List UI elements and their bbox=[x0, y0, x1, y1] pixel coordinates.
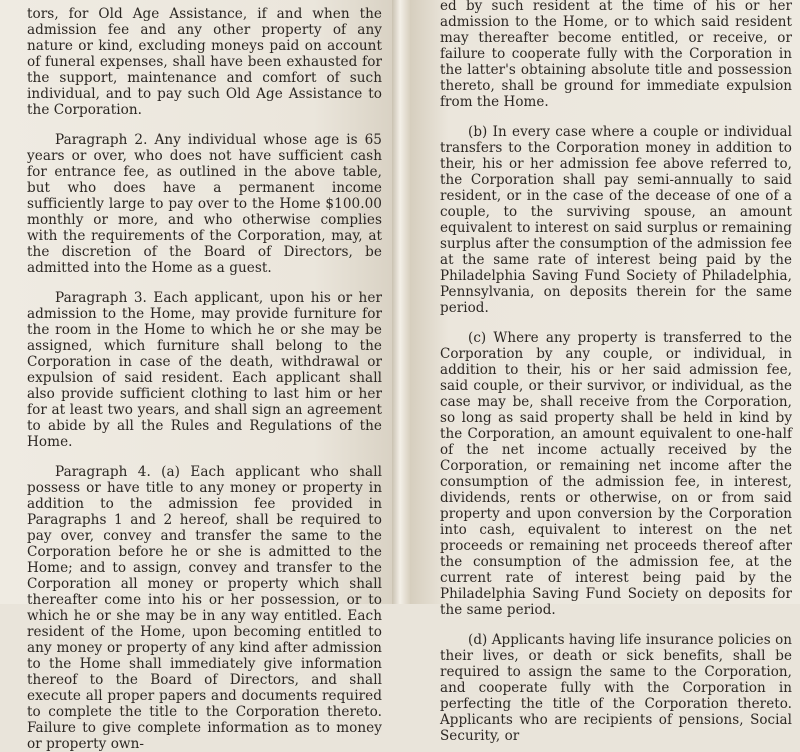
left-page bbox=[0, 0, 392, 752]
paragraph-4b: (b) In every case where a couple or individual transfers to the Corporation money in addition to their, his or her admission fee above referred to, the Corporation shall pay semi-annually to said resident, or in the case of the decease of one of a couple, to the surviving spouse, an amount equivalent to interest on said surplus or remaining surplus after the consumption of the admission fee at the same rate of interest being paid by the Philadelphia Saving Fund Society of Philadelphia, Pennsylvania, on deposits therein for the same period. bbox=[440, 124, 792, 316]
paragraph-4c: (c) Where any property is transferred to the Corporation by any couple, or individual, in addition to their, his or her said admission fee, said couple, or their survivor, or individual, as the case may be, shall receive from the Corporation, so long as said property shall be held in kind by the Corporation, an amount equivalent to one-half of the net income actually received by the Corporation, or remaining net income after the consumption of the admission fee, in interest, dividends, rents or otherwise, on or from said property and upon conversion by the Corporation into cash, equivalent to interest on the net proceeds or remaining net proceeds thereof after the consumption of the admission fee, at the current rate of interest being paid by the Philadelphia Saving Fund Society on deposits for the same period. bbox=[440, 330, 792, 618]
left-paragraph-continuation: tors, for Old Age Assistance, if and when the admission fee and any other property of any nature or kind, excluding moneys paid on account of funeral expenses, shall have been exhausted for the support, maintenance and comfort of such individual, and to pay such Old Age Assistance to the Corporation. bbox=[27, 6, 382, 118]
paragraph-4a: Paragraph 4. (a) Each applicant who shall possess or have title to any money or property in addition to the admission fee provided in Paragraphs 1 and 2 hereof, shall be required to pay over, convey and transfer the same to the Corporation before he or she is admitted to the Home; and to assign, convey and transfer to the Corporation all money or property which shall thereafter come into his or her possession, or to which he or she may be in any way entitled. Each resident of the Home, upon becoming entitled to any money or property of any kind after admission to the Home shall immediately give information thereof to the Board of Directors, and shall execute all proper papers and documents required to complete the title to the Corporation thereto. Failure to give complete information as to money or property own- bbox=[27, 464, 382, 752]
book-gutter bbox=[392, 0, 410, 604]
right-page bbox=[410, 0, 800, 744]
paragraph-4d: (d) Applicants having life insurance policies on their lives, or death or sick benefits, shall be required to assign the same to the Corporation, and cooperate fully with the Corporation in perfecting the title of the Corporation thereto. Applicants who are recipients of pensions, Social Security, or bbox=[440, 632, 792, 744]
paragraph-2: Paragraph 2. Any individual whose age is 65 years or over, who does not have sufficient cash for entrance fee, as outlined in the above table, but who does have a permanent income sufficiently large to pay over to the Home $100.00 monthly or more, and who otherwise complies with the requirements of the Corporation, may, at the discretion of the Board of Directors, be admitted into the Home as a guest. bbox=[27, 132, 382, 276]
paragraph-3: Paragraph 3. Each applicant, upon his or her admission to the Home, may provide furniture for the room in the Home to which he or she may be assigned, which furniture shall belong to the Corporation in case of the death, withdrawal or expulsion of said resident. Each applicant shall also provide sufficient clothing to last him or her for at least two years, and shall sign an agreement to abide by all the Rules and Regulations of the Home. bbox=[27, 290, 382, 450]
right-paragraph-continuation: ed by such resident at the time of his or her admission to the Home, or to which said resident may thereafter become entitled, or receive, or failure to cooperate fully with the Corporation in the latter's obtaining absolute title and possession thereto, shall be ground for immediate expulsion from the Home. bbox=[440, 0, 792, 110]
